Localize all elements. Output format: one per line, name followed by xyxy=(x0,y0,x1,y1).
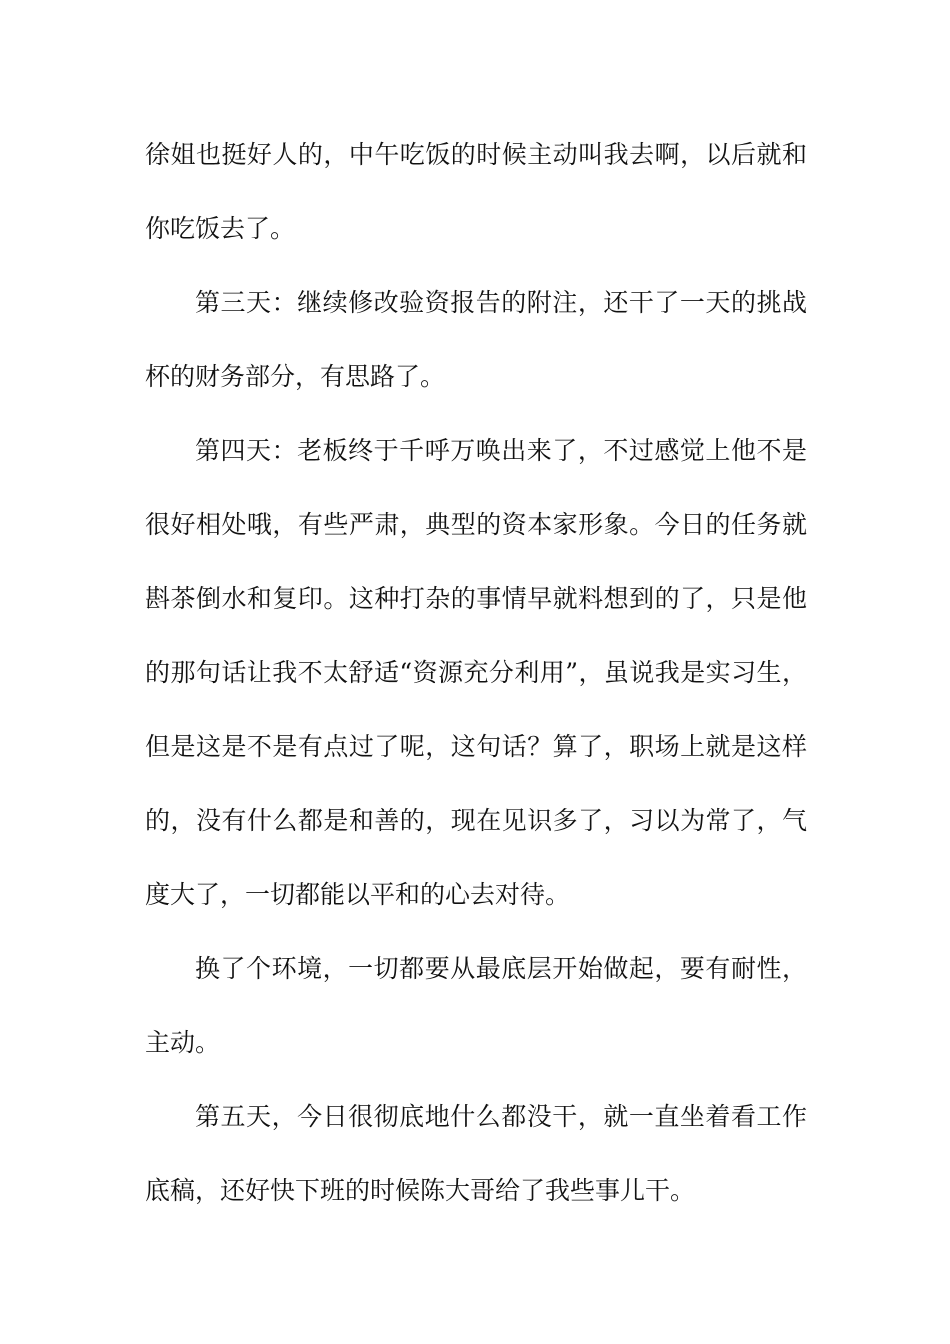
paragraph-5: 第五天，今日很彻底地什么都没干，就一直坐着看工作底稿，还好快下班的时候陈大哥给了我些事儿干。 xyxy=(145,1102,807,1205)
paragraph-2: 第三天：继续修改验资报告的附注，还干了一天的挑战杯的财务部分，有思路了。 xyxy=(145,288,807,391)
paragraph-3: 第四天：老板终于千呼万唤出来了，不过感觉上他不是很好相处哦，有些严肃，典型的资本家形象。今日的任务就斟茶倒水和复印。这种打杂的事情早就料想到的了，只是他的那句话让我不太舒适“资源充分利用”，虽说我是实习生，但是这是不是有点过了呢，这句话？算了，职场上就是这样的，没有什么都是和善的，现在见识多了，习以为常了，气度大了，一切都能以平和的心去对待。 xyxy=(145,436,807,909)
paragraph-1: 徐姐也挺好人的，中午吃饭的时候主动叫我去啊，以后就和你吃饭去了。 xyxy=(145,140,807,243)
paragraph-4: 换了个环境，一切都要从最底层开始做起，要有耐性，主动。 xyxy=(145,954,807,1057)
document-body xyxy=(145,118,807,1228)
